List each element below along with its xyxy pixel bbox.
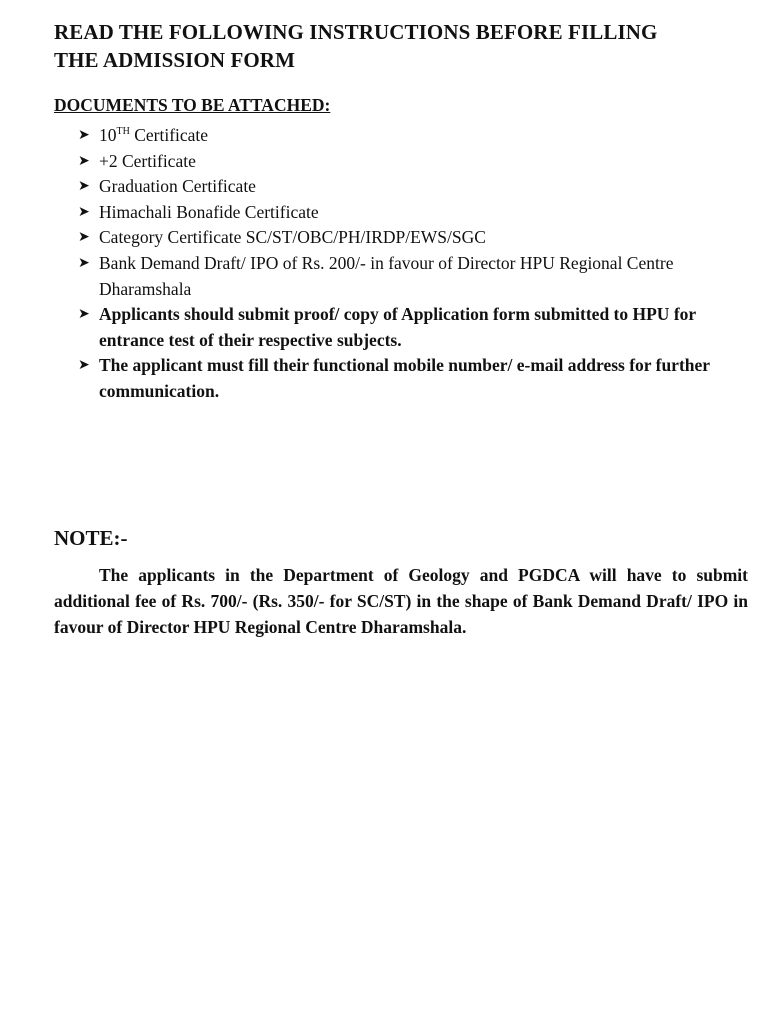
list-item-superscript: TH (116, 126, 130, 137)
arrowhead-bullet-icon: ➤ (78, 203, 90, 220)
list-item (54, 353, 748, 404)
arrowhead-bullet-icon: ➤ (78, 178, 90, 195)
list-item-text: 10 (99, 125, 117, 145)
list-item-text: Applicants should submit proof/ copy of Application form submitted to HPU for entrance test of their respective subjects. (99, 304, 696, 350)
list-item-text-suffix: Certificate (129, 125, 209, 145)
documents-heading: DOCUMENTS TO BE ATTACHED: (54, 95, 331, 115)
list-item-text: +2 Certificate (99, 150, 196, 171)
documents-list (54, 123, 748, 405)
page-title (54, 18, 748, 74)
arrowhead-bullet-icon: ➤ (78, 127, 90, 143)
list-item (54, 225, 748, 251)
list-item (54, 174, 748, 200)
arrowhead-bullet-icon: ➤ (78, 357, 90, 374)
arrowhead-bullet-icon: ➤ (78, 254, 90, 271)
list-item (54, 251, 748, 302)
list-item-text: Category Certificate SC/ST/OBC/PH/IRDP/EWS/SGC (99, 227, 486, 248)
list-item (54, 123, 748, 149)
note-heading: NOTE:- (54, 526, 128, 550)
list-item-text: Bank Demand Draft/ IPO of Rs. 200/- in favour of Director HPU Regional Centre Dharamshala (99, 252, 674, 299)
note-paragraph: The applicants in the Department of Geology and PGDCA will have to submit additional fee of Rs. 700/- (Rs. 350/- for SC/ST) in the shape of Bank Demand Draft/ IPO in favour of Director HPU Regional Centre Dharamshala. (54, 565, 748, 637)
list-item (54, 200, 748, 226)
list-item-text: The applicant must fill their functional mobile number/ e-mail address for further communication. (99, 355, 710, 401)
page-title-line-2: THE ADMISSION FORM (54, 48, 295, 72)
document-page (54, 18, 748, 637)
arrowhead-bullet-icon: ➤ (78, 306, 90, 323)
list-item (54, 302, 748, 353)
arrowhead-bullet-icon: ➤ (78, 152, 90, 169)
list-item-text: Himachali Bonafide Certificate (99, 201, 319, 222)
list-item (54, 149, 748, 175)
list-item-text: Graduation Certificate (99, 176, 256, 197)
arrowhead-bullet-icon: ➤ (78, 229, 90, 246)
page-title-line-1: READ THE FOLLOWING INSTRUCTIONS BEFORE FILLING (54, 20, 658, 44)
